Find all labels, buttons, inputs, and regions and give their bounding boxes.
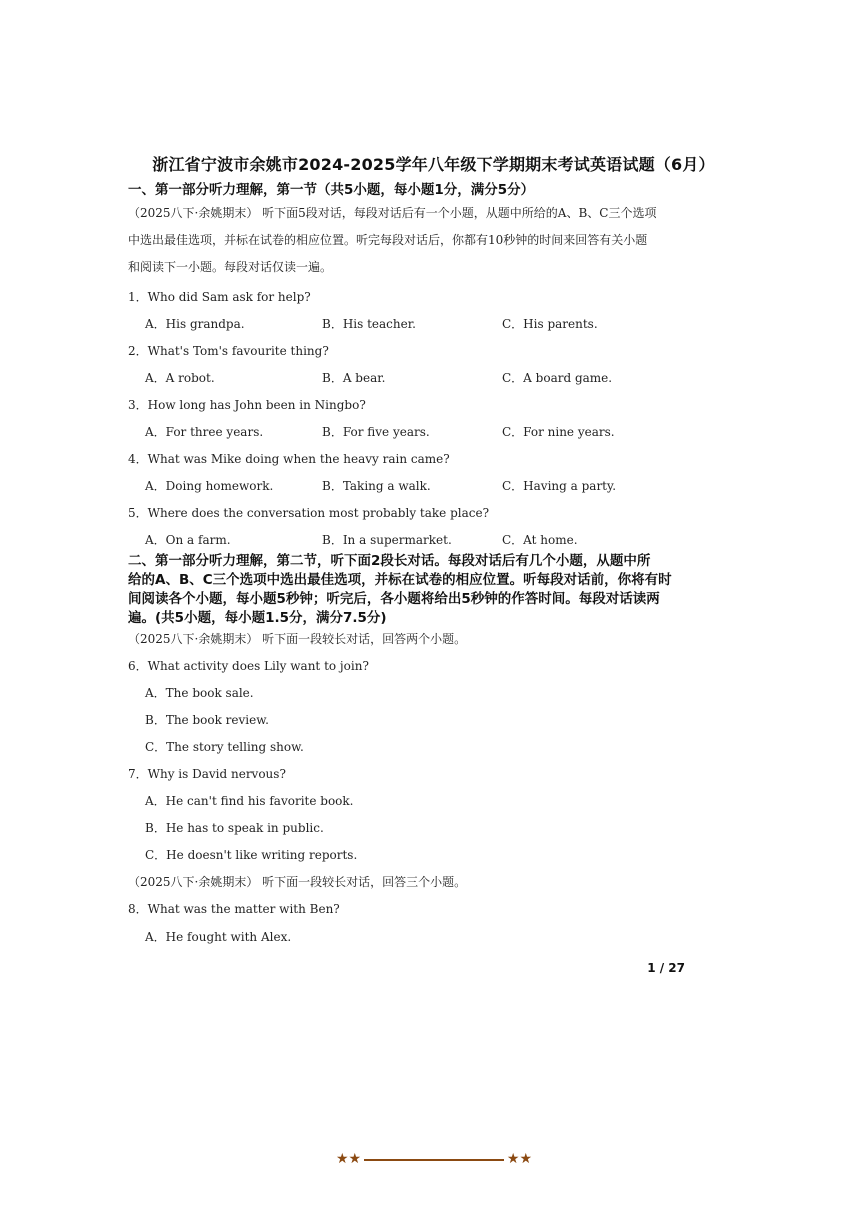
option-b: B．A bear. <box>322 371 386 385</box>
section1-heading: 一、第一部分听力理解，第一节（共5小题，每小题1分，满分5分） <box>128 182 535 198</box>
option-b: B．He has to speak in public. <box>145 821 324 835</box>
question-3: 3．How long has John been in Ningbo? <box>128 398 366 412</box>
question-1: 1．Who did Sam ask for help? <box>128 290 311 304</box>
option-a: A．The book sale. <box>145 686 254 700</box>
intro-line: 中选出最佳选项，并标在试卷的相应位置。听完每段对话后，你都有10秒钟的时间来回答有关小题 <box>128 233 648 247</box>
question-5: 5．Where does the conversation most probably take place? <box>128 506 490 520</box>
section1-intro <box>128 200 688 281</box>
question-8: 8．What was the matter with Ben? <box>128 902 340 916</box>
option-a: A．A robot. <box>145 371 215 385</box>
option-c: C．His parents. <box>502 317 598 331</box>
option-a: A．Doing homework. <box>145 479 274 493</box>
option-b: B．In a supermarket. <box>322 533 452 547</box>
stars-right-icon: ★★ <box>506 1151 532 1167</box>
option-b: B．Taking a walk. <box>322 479 431 493</box>
question-3-options <box>145 423 685 439</box>
question-4: 4．What was Mike doing when the heavy rain came? <box>128 452 450 466</box>
option-a: A．For three years. <box>145 425 264 439</box>
option-c: C．The story telling show. <box>145 740 304 754</box>
intro-line: （2025八下·余姚期末） 听下面5段对话，每段对话后有一个小题，从题中所给的A、B、C三个选项 <box>128 206 657 220</box>
option-b: B．For five years. <box>322 425 430 439</box>
option-c: C．A board game. <box>502 371 613 385</box>
question-4-options <box>145 477 685 493</box>
heading-line: 间阅读各个小题，每小题5秒钟；听完后，各小题将给出5秒钟的作答时间。每段对话读两 <box>128 591 660 607</box>
heading-line: 遍。(共5小题，每小题1.5分，满分7.5分) <box>128 610 387 626</box>
page-number: 1 / 27 <box>647 961 685 975</box>
heading-line: 给的A、B、C三个选项中选出最佳选项，并标在试卷的相应位置。听每段对话前，你将有时 <box>128 572 672 588</box>
option-a: A．He fought with Alex. <box>145 930 292 944</box>
heading-line: 二、第一部分听力理解，第二节，听下面2段长对话。每段对话后有几个小题，从题中所 <box>128 553 651 569</box>
option-b: B．His teacher. <box>322 317 416 331</box>
section2-intro-1: （2025八下·余姚期末） 听下面一段较长对话，回答两个小题。 <box>128 632 467 646</box>
option-c: C．Having a party. <box>502 479 617 493</box>
option-a: A．His grandpa. <box>145 317 245 331</box>
question-5-options <box>145 531 685 547</box>
footer-divider <box>364 1159 504 1161</box>
question-2-options <box>145 369 685 385</box>
question-6: 6．What activity does Lily want to join? <box>128 659 369 673</box>
option-a: A．He can't find his favorite book. <box>145 794 354 808</box>
option-c: C．At home. <box>502 533 578 547</box>
section2-heading <box>128 552 688 628</box>
question-1-options <box>145 315 685 331</box>
option-c: C．For nine years. <box>502 425 615 439</box>
exam-title: 浙江省宁波市余姚市2024-2025学年八年级下学期期末考试英语试题（6月） <box>152 155 715 174</box>
section2-intro-2: （2025八下·余姚期末） 听下面一段较长对话，回答三个小题。 <box>128 875 467 889</box>
question-2: 2．What's Tom's favourite thing? <box>128 344 329 358</box>
option-c: C．He doesn't like writing reports. <box>145 848 358 862</box>
footer-ornament <box>336 1150 532 1170</box>
question-7: 7．Why is David nervous? <box>128 767 286 781</box>
stars-left-icon: ★★ <box>336 1151 362 1167</box>
option-b: B．The book review. <box>145 713 269 727</box>
option-a: A．On a farm. <box>145 533 231 547</box>
intro-line: 和阅读下一小题。每段对话仅读一遍。 <box>128 260 333 274</box>
